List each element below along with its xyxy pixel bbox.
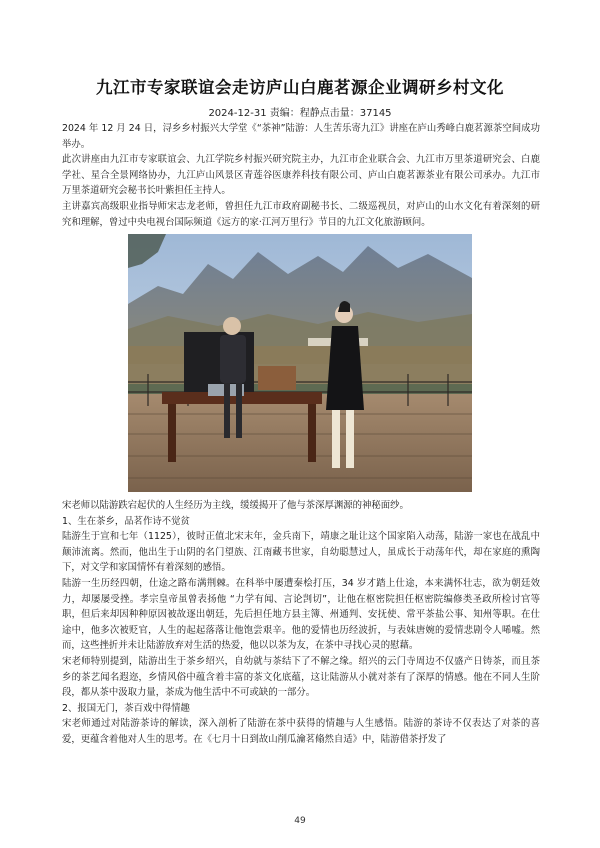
body-paragraph: 宋老师特别提到，陆游出生于茶乡绍兴，自幼就与茶结下了不解之缘。绍兴的云门寺周边不仅盛产日铸茶，而且茶乡的茶艺闻名遐迩，乡情风俗中蕴含着丰富的茶文化底蕴，这让陆游从小就对茶有了深厚的情感。他在不同人生阶段，都从茶中汲取力量，茶成为他生活中不可或缺的一部分。 <box>62 655 540 699</box>
page-number: 49 <box>294 816 306 826</box>
intro-paragraph: 2024 年 12 月 24 日，浔乡乡村振兴大学堂《“茶神”陆游：人生苦乐寄九江》讲座在庐山秀峰白鹿茗源茶空间成功举办。 <box>62 123 540 150</box>
intro-text <box>62 121 540 230</box>
event-photo-image <box>128 234 472 492</box>
intro-paragraph: 此次讲座由九江市专家联谊会、九江学院乡村振兴研究院主办，九江市企业联合会、九江市万里茶道研究会、白鹿学社、星合全景网络协办，九江庐山风景区青莲谷医康养科技有限公司、庐山白鹿茗源茶业有限公司承办。九江市万里茶道研究会秘书长叶紫担任主持人。 <box>62 154 540 197</box>
body-paragraph: 陆游生于宣和七年（1125），彼时正值北宋末年，金兵南下，靖康之耻让这个国家陷入动荡，陆游一家也在战乱中颠沛流离。然而，他出生于山阴的名门望族、江南藏书世家，自幼聪慧过人，虽成长于动荡年代，却在家庭的熏陶下，对文学和家国情怀有着深刻的感悟。 <box>62 531 540 574</box>
body-paragraph: 陆游一生历经四朝，仕途之路布满荆棘。在科举中屡遭秦桧打压，34 岁才踏上仕途，本来满怀壮志，欲为朝廷效力，却屡屡受挫。孝宗皇帝虽曾表扬他 “力学有闻、言论剀切”，让他在枢密院担任枢密院编修类圣政所检讨官等职，但后来却因种种原因被故逐出朝廷，先后担任地方县主簿、州通判、安抚使、常平茶盐公事、知州等职。在仕途中，他多次被贬官，人生的起起落落让他饱尝艰辛。他的爱情也历经波折，与表妹唐婉的爱情悲剧令人唏嘘。然而，这些挫折并未让陆游放弃对生活的热爱，他以以茶为友，在茶中寻找心灵的慰藉。 <box>62 577 540 652</box>
section-heading: 1、生在茶乡，品茗作诗不觉贫 <box>62 515 190 527</box>
body-paragraph: 宋老师以陆游跌宕起伏的人生经历为主线，缓缓揭开了他与茶深厚渊源的神秘面纱。 <box>62 500 409 511</box>
article-title: 九江市专家联谊会走访庐山白鹿茗源企业调研乡村文化 <box>96 78 504 97</box>
body-paragraph: 宋老师通过对陆游茶诗的解读，深入剖析了陆游在茶中获得的情趣与人生感悟。陆游的茶诗不仅表达了对茶的喜爱，更蕴含着他对人生的思考。在《七月十日到故山削瓜瀹茗翛然自适》中，陆游借茶抒发了 <box>62 718 540 745</box>
section-heading: 2、报国无门，茶百戏中得情趣 <box>62 702 190 714</box>
article-meta: 2024-12-31 责编：程静点击量：37145 <box>208 108 392 119</box>
body-text <box>62 498 540 748</box>
intro-paragraph: 主讲嘉宾高级职业指导师宋志龙老师，曾担任九江市政府副秘书长、二级巡视员，对庐山的山水文化有着深刻的研究和理解，曾过中央电视台国际频道《远方的家·江河万里行》节目的九江文化旅游顾问。 <box>62 200 540 228</box>
event-photo <box>128 234 472 492</box>
